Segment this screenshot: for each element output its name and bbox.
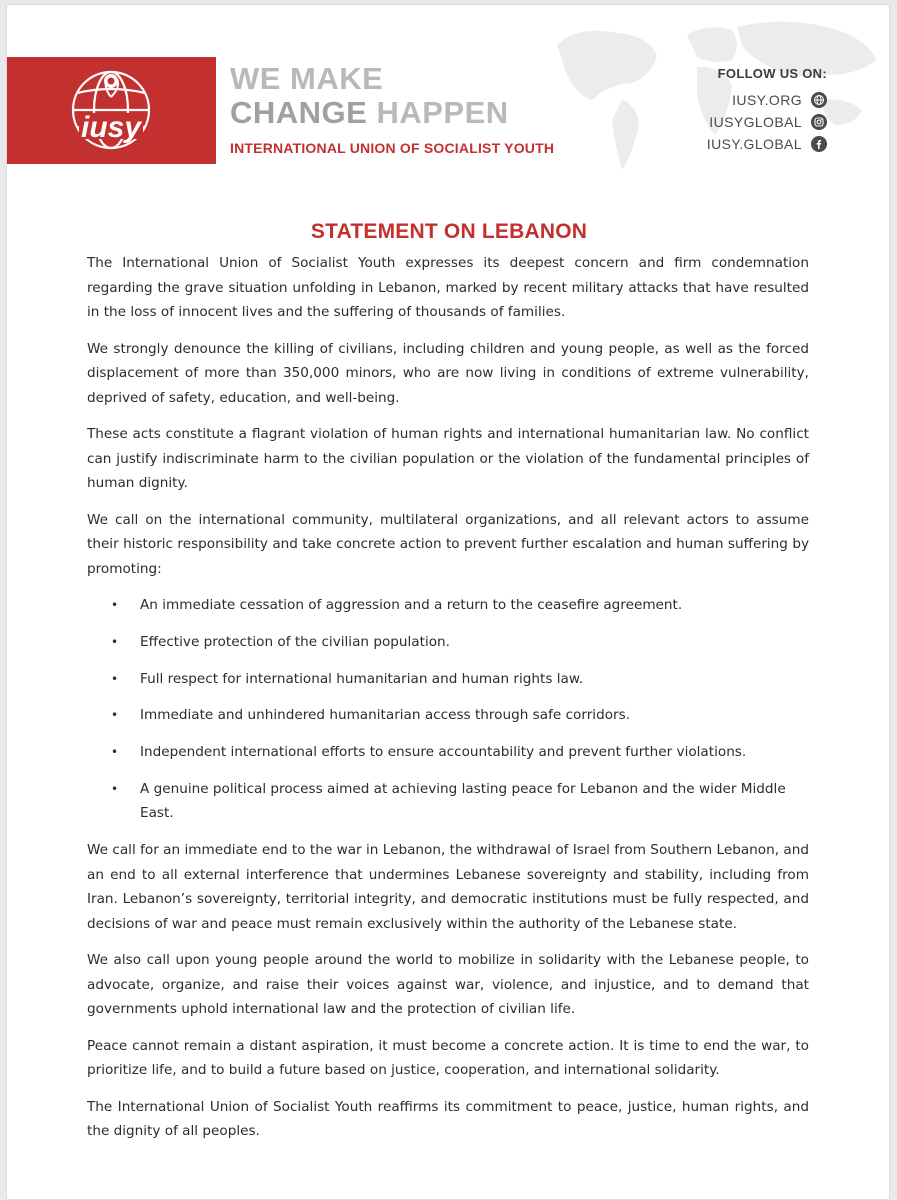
tagline-line-1: WE MAKE [230,61,384,96]
bullet-icon: • [111,781,119,796]
paragraph: The International Union of Socialist Youth reaffirms its commitment to peace, justice, human rights, and the dignity of all peoples. [87,1098,809,1140]
paragraph: We call on the international community, multilateral organizations, and all relevant actors to assume their historic responsibility and take concrete action to prevent further escalation and human suffering by promoting: [87,511,809,577]
list-item-text: An immediate cessation of aggression and a return to the ceasefire agreement. [140,597,683,613]
list-item-text: Independent international efforts to ensure accountability and prevent further violations. [140,744,747,761]
list-item [87,777,809,826]
list-item-text: Effective protection of the civilian population. [140,633,450,650]
paragraph: The International Union of Socialist Youth expresses its deepest concern and firm condemnation regarding the grave situation unfolding in Lebanon, marked by recent military attacks that have resulted in the loss of innocent lives and the suffering of thousands of families. [87,255,809,320]
list-item [87,593,809,618]
follow-us-title: FOLLOW US ON: [717,66,827,81]
paragraph: These acts constitute a flagrant violation of human rights and international humanitarian law. No conflict can justify indiscriminate harm to the civilian population or the violation of the fundamental principles of human dignity. [87,426,809,491]
list-item [87,630,809,655]
paragraph: Peace cannot remain a distant aspiration, it must become a concrete action. It is time to end the war, to prioritize life, and to build a future based on justice, cooperation, and international solidarity. [87,1037,809,1079]
demands-list [87,593,809,826]
social-link-instagram[interactable] [709,113,827,131]
org-name: INTERNATIONAL UNION OF SOCIALIST YOUTH [230,140,555,156]
iusy-logo-mark [7,57,216,164]
tagline-strong-word: CHANGE [230,95,368,130]
list-item [87,740,809,765]
bullet-icon: • [111,598,119,612]
paragraph: We strongly denounce the killing of civilians, including children and young people, as well as the forced displacement of more than 350,000 minors, who are now living in conditions of extreme vulnerability, deprived of safety, education, and well-being. [87,340,809,406]
bullet-icon: • [111,745,119,760]
paragraph: We also call upon young people around the world to mobilize in solidarity with the Lebanese people, to advocate, organize, and raise their voices against war, violence, and injustice, and to demand that governments uphold international law and the protection of civilian life. [87,952,809,1018]
list-item-text: Immediate and unhindered humanitarian access through safe corridors. [140,707,631,724]
statement-body [87,251,809,1156]
social-label: IUSY.GLOBAL [706,136,802,152]
bullet-icon: • [111,634,119,649]
tagline-line-2 [230,96,509,130]
paragraph: We call for an immediate end to the war in Lebanon, the withdrawal of Israel from Southern Lebanon, and an end to all external interference that undermines Lebanese sovereignty and stability, including from Iran. Lebanon’s sovereignty, territorial integrity, and democratic institutions must be fully respected, and decisions of war and peace must remain exclusively within the authority of the Lebanese state. [87,842,809,932]
bullet-icon: • [111,671,119,686]
list-item-text: Full respect for international humanitarian and human rights law. [140,670,584,687]
world-map-background [537,5,890,185]
social-link-website[interactable] [732,91,827,109]
instagram-icon [811,114,827,130]
social-link-facebook[interactable] [707,135,827,153]
list-item-text: A genuine political process aimed at achieving lasting peace for Lebanon and the wider Middle East. [140,780,786,822]
iusy-logo [7,57,216,164]
globe-icon [811,92,827,108]
list-item [87,703,809,728]
facebook-icon [811,136,827,152]
bullet-icon: • [111,708,119,723]
list-item [87,667,809,692]
tagline-rest: HAPPEN [376,95,509,130]
logo-text: iusy [80,111,142,144]
statement-page [6,4,890,1200]
statement-title: STATEMENT ON LEBANON [310,220,588,243]
social-label: IUSYGLOBAL [709,114,802,130]
social-label: IUSY.ORG [732,92,802,108]
